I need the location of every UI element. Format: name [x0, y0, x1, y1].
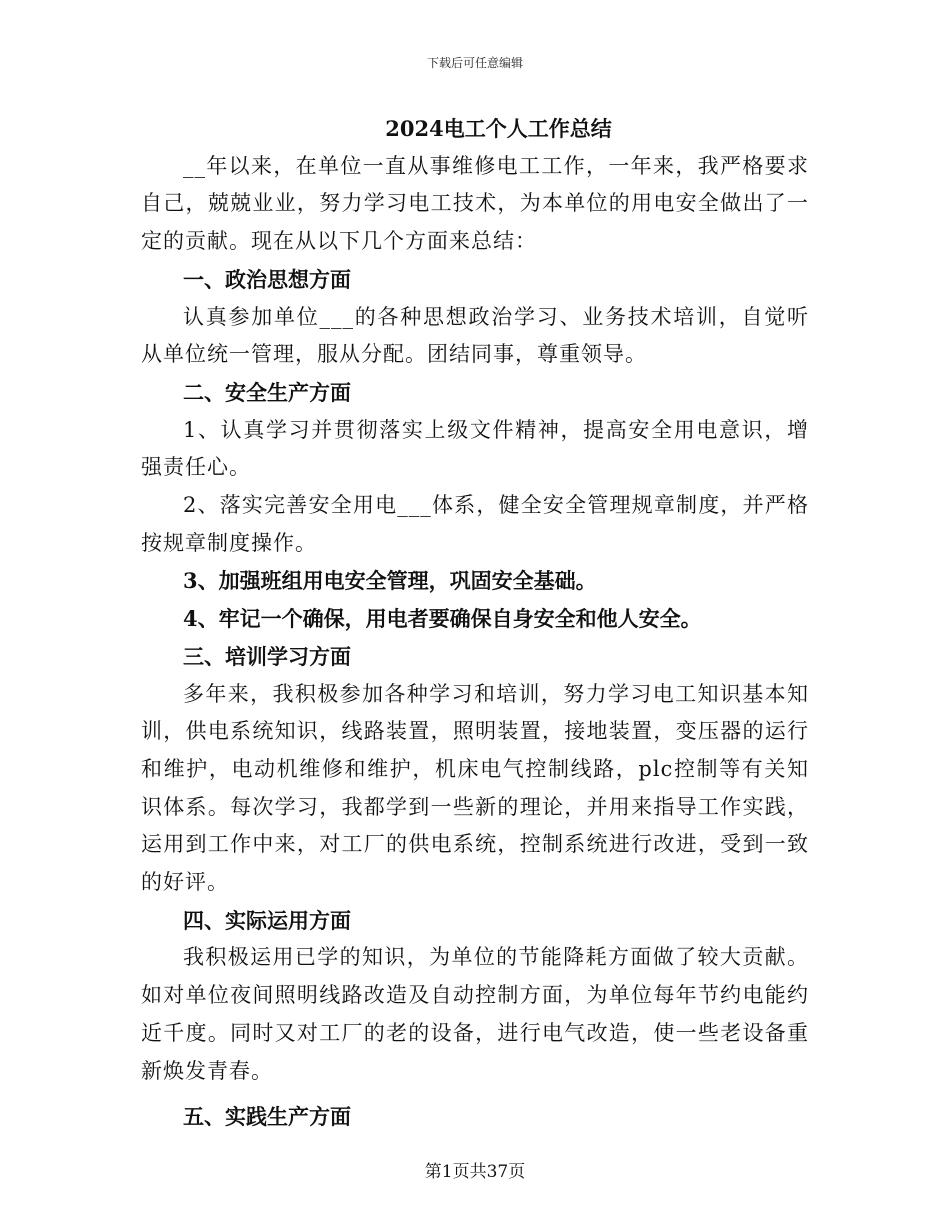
header-note: 下载后可任意编辑 — [426, 56, 523, 70]
page-number: 第1页共37页 — [424, 1162, 526, 1182]
safety-item-4: 4、牢记一个确保，用电者要确保自身安全和他人安全。 — [183, 606, 702, 632]
safety-item-1: 1、认真学习并贯彻落实上级文件精神，提高安全用电意识，增强责任心。 — [141, 417, 809, 480]
section-heading-safety: 二、安全生产方面 — [183, 379, 351, 405]
section-paragraph-training: 多年来，我积极参加各种学习和培训，努力学习电工知识基本知训，供电系统知识，线路装置，照明装置，接地装置，变压器的运行和维护，电动机维修和维护，机床电气控制线路，plc控制等有关知识体系。每次学习，我都学到一些新的理论，并用来指导工作实践，运用到工作中来，对工厂的供电系统，控制系统进行改进，受到一致的好评。 — [141, 681, 809, 895]
safety-item-3: 3、加强班组用电安全管理，巩固安全基础。 — [183, 568, 597, 594]
section-heading-production: 五、实践生产方面 — [183, 1104, 351, 1130]
document-title: 2024电工个人工作总结 — [385, 116, 612, 141]
section-heading-application: 四、实际运用方面 — [183, 907, 351, 933]
section-heading-training: 三、培训学习方面 — [183, 643, 351, 669]
section-paragraph-politics: 认真参加单位___的各种思想政治学习、业务技术培训，自觉听从单位统一管理，服从分配。团结同事，尊重领导。 — [141, 304, 809, 367]
section-heading-politics: 一、政治思想方面 — [183, 266, 351, 292]
section-paragraph-application: 我积极运用已学的知识，为单位的节能降耗方面做了较大贡献。如对单位夜间照明线路改造及自动控制方面，为单位每年节约电能约近千度。同时又对工厂的老的设备，进行电气改造，使一些老设备重新焕发青春。 — [141, 945, 809, 1083]
intro-paragraph: __年以来，在单位一直从事维修电工工作，一年来，我严格要求自己，兢兢业业，努力学习电工技术，为本单位的用电安全做出了一定的贡献。现在从以下几个方面来总结： — [141, 153, 809, 254]
safety-item-2: 2、落实完善安全用电___体系，健全安全管理规章制度，并严格按规章制度操作。 — [141, 493, 809, 555]
document-body — [141, 110, 809, 1136]
